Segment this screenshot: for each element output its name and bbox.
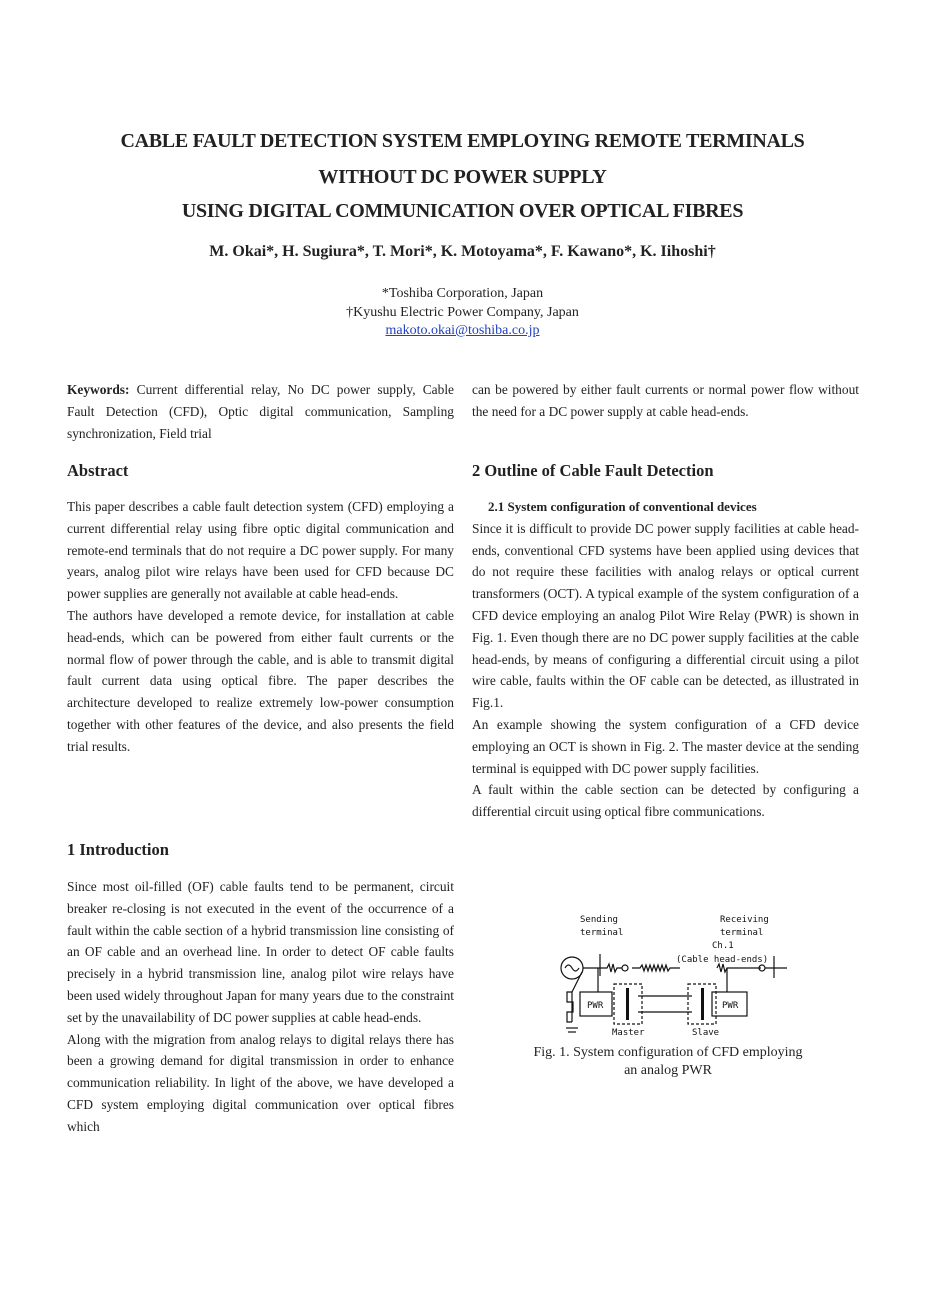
keywords-label: Keywords:: [67, 382, 130, 397]
fig-master-label: Master: [612, 1028, 645, 1038]
title-line-3: USING DIGITAL COMMUNICATION OVER OPTICAL FIBRES: [181, 200, 744, 222]
fig-slave-label: Slave: [692, 1028, 720, 1038]
abstract-p2: The authors have developed a remote device, for installation at cable head-ends, which can be powered from either fault currents or the normal flow of power through the cable, and is able to transmit digital fault current data using optical fibre. The paper describes the architecture developed to realize extremely low-power consumption together with other features of the device, and also presents the field trial results.: [67, 607, 454, 754]
fig-receiving-label: Receiving: [720, 915, 769, 925]
abstract-p1: This paper describes a cable fault detection system (CFD) employing a current differential relay using fibre optic digital communication and remote-end terminals that do not require a DC power supply. For many years, analog pilot wire relays have been used for CFD because DC power supplies are generally not available at cable head-ends.: [67, 499, 454, 602]
section-2-p3: A fault within the cable section can be detected by configuring a differential circuit using optical fibre communications.: [472, 782, 859, 820]
subsection-heading: 2.1 System configuration of conventional devices: [488, 499, 757, 514]
figure-1-diagram: [552, 908, 792, 1040]
section-2-p2: An example showing the system configuration of a CFD device employing an OCT is shown in Fig. 2. The master device at the sending terminal is equipped with DC power supply facilities.: [472, 716, 859, 776]
abstract-heading: Abstract: [67, 461, 129, 480]
fig-sending-label-2: terminal: [580, 928, 624, 938]
figure-1-caption: [490, 1044, 846, 1080]
caption-line-1: Fig. 1. System configuration of CFD employing: [533, 1045, 803, 1060]
intro-body: [67, 876, 454, 1138]
section-2-heading: 2 Outline of Cable Fault Detection: [472, 461, 714, 480]
abstract-body: [67, 496, 454, 758]
keywords: [67, 379, 454, 444]
fig-receiving-label-2: terminal: [720, 928, 764, 938]
affiliation-toshiba: *Toshiba Corporation, Japan: [381, 286, 544, 301]
intro-p1: Since most oil-filled (OF) cable faults tend to be permanent, circuit breaker re-closing is not executed in the event of the occurrence of a fault within the cable section of a hybrid transmission line consisting of an OF cable and an overhead line. In order to detect OF cable faults precisely in a hybrid transmission line, analog pilot wire relays have been used widely throughout Japan for many years due to the constraint set by the unavailability of DC power supplies at cable head-ends.: [67, 879, 454, 1025]
affiliation-kyushu: †Kyushu Electric Power Company, Japan: [346, 305, 579, 320]
title-line-1: CABLE FAULT DETECTION SYSTEM EMPLOYING REMOTE TERMINALS: [120, 130, 805, 152]
section-2-p1: Since it is difficult to provide DC power supply facilities at cable head-ends, conventional CFD systems have been applied using devices that do not require these facilities with analog relays or optical current transformers (OCT). A typical example of the system configuration of a CFD device employing an analog Pilot Wire Relay (PWR) is shown in Fig. 1. Even though there are no DC power supply facilities at the cable head-ends, by means of configuring a differential circuit using a pilot wire cable, faults within the OF cable can be detected, as illustrated in Fig.1.: [472, 520, 859, 711]
intro-heading: 1 Introduction: [67, 840, 169, 859]
caption-line-2: an analog PWR: [624, 1063, 712, 1078]
fig-sending-label: Sending: [580, 915, 618, 925]
title-line-2: WITHOUT DC POWER SUPPLY: [318, 166, 607, 188]
authors: M. Okai*, H. Sugiura*, T. Mori*, K. Motoyama*, F. Kawano*, K. Iihoshi†: [209, 243, 716, 260]
keywords-text: Current differential relay, No DC power supply, Cable Fault Detection (CFD), Optic digital communication, Sampling synchronization, Field trial: [67, 382, 454, 441]
continuation-text: can be powered by either fault currents or normal power flow without the need for a DC power supply at cable head-ends.: [472, 382, 859, 419]
right-continuation: [472, 379, 859, 423]
fig-pwr-left: PWR: [587, 1001, 604, 1011]
fig-pwr-right: PWR: [722, 1001, 739, 1011]
email-link[interactable]: makoto.okai@toshiba.co.jp: [385, 323, 540, 338]
section-2-body: [472, 496, 859, 823]
fig-cable-label: (Cable head-ends): [676, 955, 769, 965]
intro-p2: Along with the migration from analog relays to digital relays there has been a growing demand for digital transmission in order to enhance communication reliability. In light of the above, we have developed a CFD system employing digital communication over optical fibres which: [67, 1031, 454, 1134]
fig-ch-label: Ch.1: [712, 941, 734, 951]
